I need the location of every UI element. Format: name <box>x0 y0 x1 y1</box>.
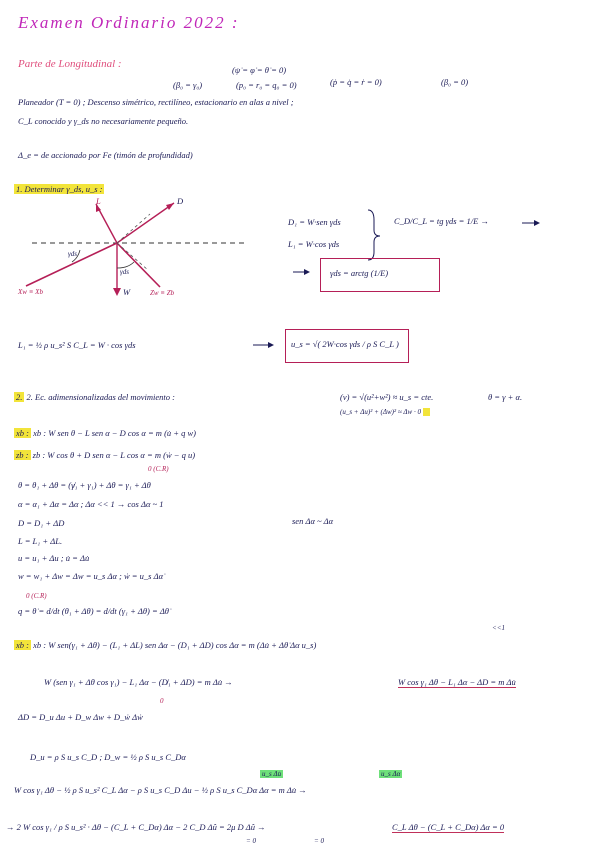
note-zero: 0 <box>160 697 164 705</box>
eq-xb-expanded: xb : xb : W sen(γ₁ + Δθ) − (L₁ + ΔL) sen Δα − (D₁ + ΔD) cos Δα = m (Δu̇ + Δθ̇ Δα u_s) <box>16 640 317 650</box>
eq-final: → 2 W cos γ₁ / ρ S u_s² · Δθ − (C_L + C_Dα) Δα − 2 C_D Δû = 2μ D Δû → <box>6 822 266 832</box>
result-u: u_s = √( 2W·cos γds / ρ S C_L ) <box>291 339 399 349</box>
note-zero-1: = 0 <box>246 837 256 845</box>
intro-line-2: C_L conocido y γ_ds no necesariamente pequeño. <box>18 116 189 126</box>
eq-zb: zb : zb : W cos θ + D sen α − L cos α = m (ẇ − q u) <box>16 450 196 460</box>
eq-lift-balance: L₁ = W·cos γds <box>288 239 340 249</box>
result-gamma: γds = arctg (1/E) <box>330 268 389 278</box>
eq-deltaD: ΔD = D_u Δu + D_w Δw + D_ẇ Δẇ <box>18 712 143 722</box>
section-1-heading: 1. Determinar γ_ds, u_s : <box>16 184 103 194</box>
label-zw: Zw ≡ Zb <box>150 289 175 297</box>
eq-u: u = u₁ + Δu ; u̇ = Δu̇ <box>18 553 90 563</box>
eq-alpha-sin: sen Δα ~ Δα <box>292 516 334 526</box>
note-theta: θ = γ + α. <box>488 392 523 402</box>
label-L: L <box>96 196 101 206</box>
eq-alpha: α = α₁ + Δα = Δα ; Δα << 1 → cos Δα ~ 1 <box>18 499 164 509</box>
condition-2: (p₀ = r₀ = q₀ = 0) <box>236 80 297 90</box>
tag-green-1: u_s Δu̇ <box>262 770 282 778</box>
label-W: W <box>123 287 131 297</box>
eq-D: D = D₁ + ΔD <box>18 518 65 528</box>
eq-w: w = w₁ + Δw = Δw = u_s Δα ; ẇ = u_s Δα̇ <box>18 571 164 581</box>
note-small: <<1 <box>492 624 505 632</box>
tag-green-2: u_s Δα <box>381 770 401 778</box>
eq-xb-linear: W (sen γ₁ + Δθ cos γ₁) − L₁ Δα − (D̸₁ + ΔD) = m Δu̇ → <box>44 677 233 687</box>
condition-4: (β₀ = 0) <box>441 77 469 87</box>
eq-long: W cos γ₁ Δθ − ½ ρ S u_s² C_L Δα − ρ S u_s C_D Δu − ½ ρ S u_s C_Dα Δα = m Δu̇ → <box>14 785 307 795</box>
intro-line-1: Planeador (T = 0) ; Descenso simétrico, rectilíneo, estacionario en alas a nivel ; <box>18 97 294 107</box>
eq-ratio: C_D/C_L = tg γds = 1/E → <box>394 216 489 226</box>
eq-lift-speed: L₁ = ½ ρ u_s² S C_L = W · cos γds <box>18 340 136 350</box>
condition-top: (ψ̇ = φ̇ = θ̇ = 0) <box>232 65 287 75</box>
eq-L: L = L₁ + ΔL. <box>18 536 63 546</box>
condition-1: (β₀ = γ₀) <box>173 80 203 90</box>
eq-Du-Dw: D_u = ρ S u_s C_D ; D_w = ½ ρ S u_s C_Dα <box>30 752 186 762</box>
eq-drag: D₁ = W·sen γds <box>288 217 341 227</box>
section-2-heading: 2. 2. Ec. adimensionalizadas del movimiento : <box>16 392 175 402</box>
intro-line-3: Δ_e = de accionado por Fe (timón de profundidad) <box>18 150 193 160</box>
eq-theta: θ = θ₁ + Δθ = (γ̸₁ + γ₁) + Δθ = γ₁ + Δθ <box>18 480 151 490</box>
eq-xb: xb : xb : W sen θ − L sen α − D cos α = m (u̇ + q w) <box>16 428 197 438</box>
label-gamma-left: γds <box>68 250 77 258</box>
label-gamma-bottom: γds <box>120 268 129 276</box>
eq-xb-result: W cos γ₁ Δθ − L₁ Δα − ΔD = m Δu̇ <box>398 677 516 687</box>
note-cr-1: 0 (C.R) <box>148 465 169 473</box>
page-title: Examen Ordinario 2022 : <box>18 13 240 32</box>
section-subtitle: Parte de Longitudinal : <box>18 58 122 70</box>
note-zero-2: = 0 <box>314 837 324 845</box>
label-xw: Xw ≡ Xb <box>18 288 43 296</box>
eq-q: q = θ̇ = d/dt (θ₁ + Δθ) = d/dt (γ₁ + Δθ) = Δθ̇ <box>18 606 169 616</box>
note-cr-2: 0 (C.R) <box>26 592 47 600</box>
eq-final-result: C_L Δθ − (C_L + C_Dα) Δα = 0 <box>392 822 505 832</box>
note-approx: (u_s + Δu)² + (Δw)² ≈ Δw · 0 <box>340 408 430 416</box>
note-speed: (v) = √(u²+w²) ≈ u_s = cte. <box>340 392 434 402</box>
condition-3: (ṗ = q̇ = ṙ = 0) <box>330 77 382 87</box>
label-D: D <box>177 196 184 206</box>
